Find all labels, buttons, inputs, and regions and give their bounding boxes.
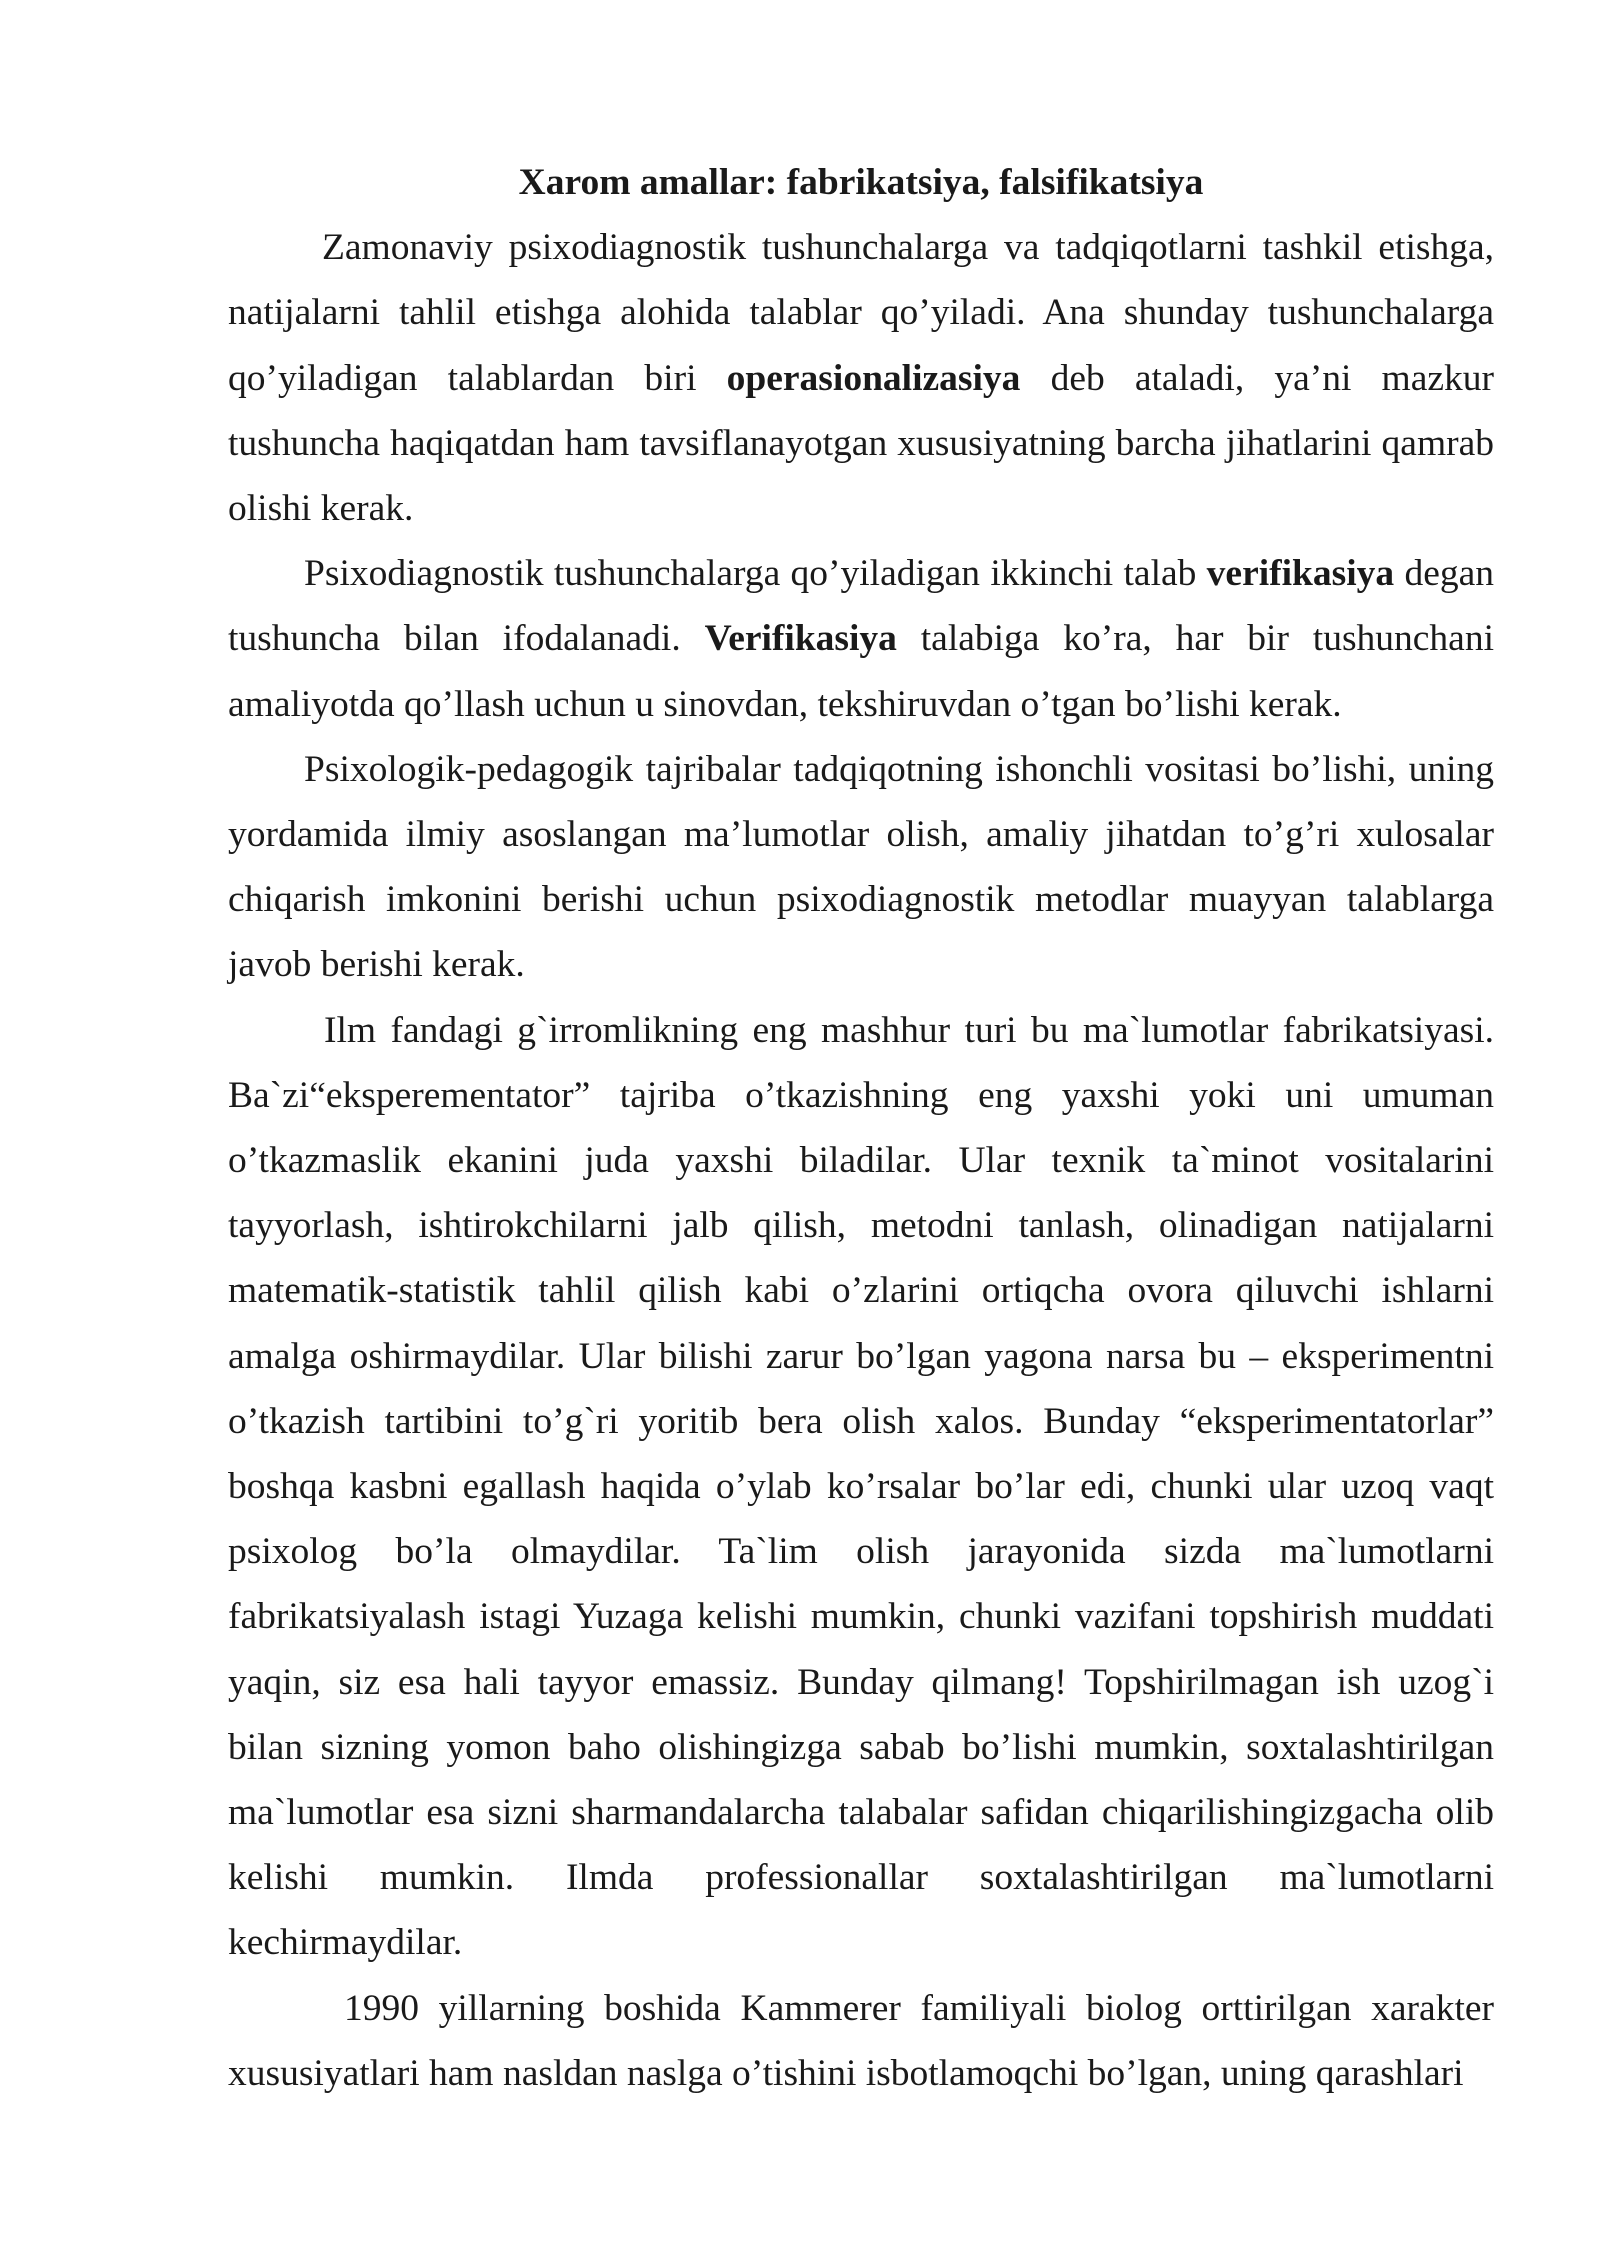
paragraph-text: Zamonaviy psixodiagnostik tushunchalarga va tadqiqotlarni tashkil etishga, natijalarni tahlil etishga alohida talablar qo’yiladi. Ana shunday tushunchalarga qo’yiladigan talablardan biri [228,227,1494,399]
term-operationalization: operasionalizasiya [726,357,1021,399]
paragraph-text: degan tushuncha bilan ifodalanadi. [228,553,1494,660]
paragraph-requirements: Psixologik-pedagogik tajribalar tadqiqotning ishonchli vositasi bo’lishi, uning yordamida ilmiy asoslangan ma’lumotlar olish, amaliy jihatdan to’g’ri xulosalar chiqarish imkonini berishi uchun psixodiagnostik metodlar muayyan talablarga javob berishi kerak. [228,748,1494,986]
paragraph-operationalization [228,215,1494,541]
term-verification: verifikasiya [1206,553,1395,595]
paragraph-text: talabiga ko’ra, har bir tushunchani amaliyotda qo’llash uchun u sinovdan, tekshiruvdan o’tgan bo’lishi kerak. [228,618,1494,725]
document-page [228,150,1494,2106]
paragraph-kammerer: 1990 yillarning boshida Kammerer familiyali biolog orttirilgan xarakter xususiyatlari ham nasldan naslga o’tishini isbotlamoqchi bo’lgan, uning qarashlari [228,1987,1494,2094]
term-verification-2: Verifikasiya [704,618,897,660]
paragraph-text: Psixodiagnostik tushunchalarga qo’yiladigan ikkinchi talab [304,553,1207,595]
document-title: Xarom amallar: fabrikatsiya, falsifikatsiya [518,162,1204,203]
paragraph-verification [228,541,1494,737]
paragraph-text: deb ataladi, ya’ni mazkur tushuncha haqiqatdan ham tavsiflanayotgan xususiyatning barcha jihatlarini qamrab olishi kerak. [228,357,1494,530]
paragraph-fabrication: Ilm fandagi g`irromlikning eng mashhur turi bu ma`lumotlar fabrikatsiyasi. Ba`zi“eksperementator” tajriba o’tkazishning eng yaxshi yoki uni umuman o’tkazmaslik ekanini juda yaxshi biladilar. Ular texnik ta`minot vositalarini tayyorlash, ishtirokchilarni jalb qilish, metodni tanlash, olinadigan natijalarni matematik-statistik tahlil qilish kabi o’zlarini ortiqcha ovora qiluvchi ishlarni amalga oshirmaydilar. Ular bilishi zarur bo’lgan yagona narsa bu – eksperimentni o’tkazish tartibini to’g`ri yoritib bera olish xalos. Bunday “eksperimentatorlar” boshqa kasbni egallash haqida o’ylab ko’rsalar bo’lar edi, chunki ular uzoq vaqt psixolog bo’la olmaydilar. Ta`lim olish jarayonida sizda ma`lumotlarni fabrikatsiyalash istagi Yuzaga kelishi mumkin, chunki vazifani topshirish muddati yaqin, siz esa hali tayyor emassiz. Bunday qilmang! Topshirilmagan ish uzog`i bilan sizning yomon baho olishingizga sabab bo’lishi mumkin, soxtalashtirilgan ma`lumotlar esa sizni sharmandalarcha talabalar safidan chiqarilishingizgacha olib kelishi mumkin. Ilmda professionallar soxtalashtirilgan ma`lumotlarni kechirmaydilar. [228,1009,1494,1964]
